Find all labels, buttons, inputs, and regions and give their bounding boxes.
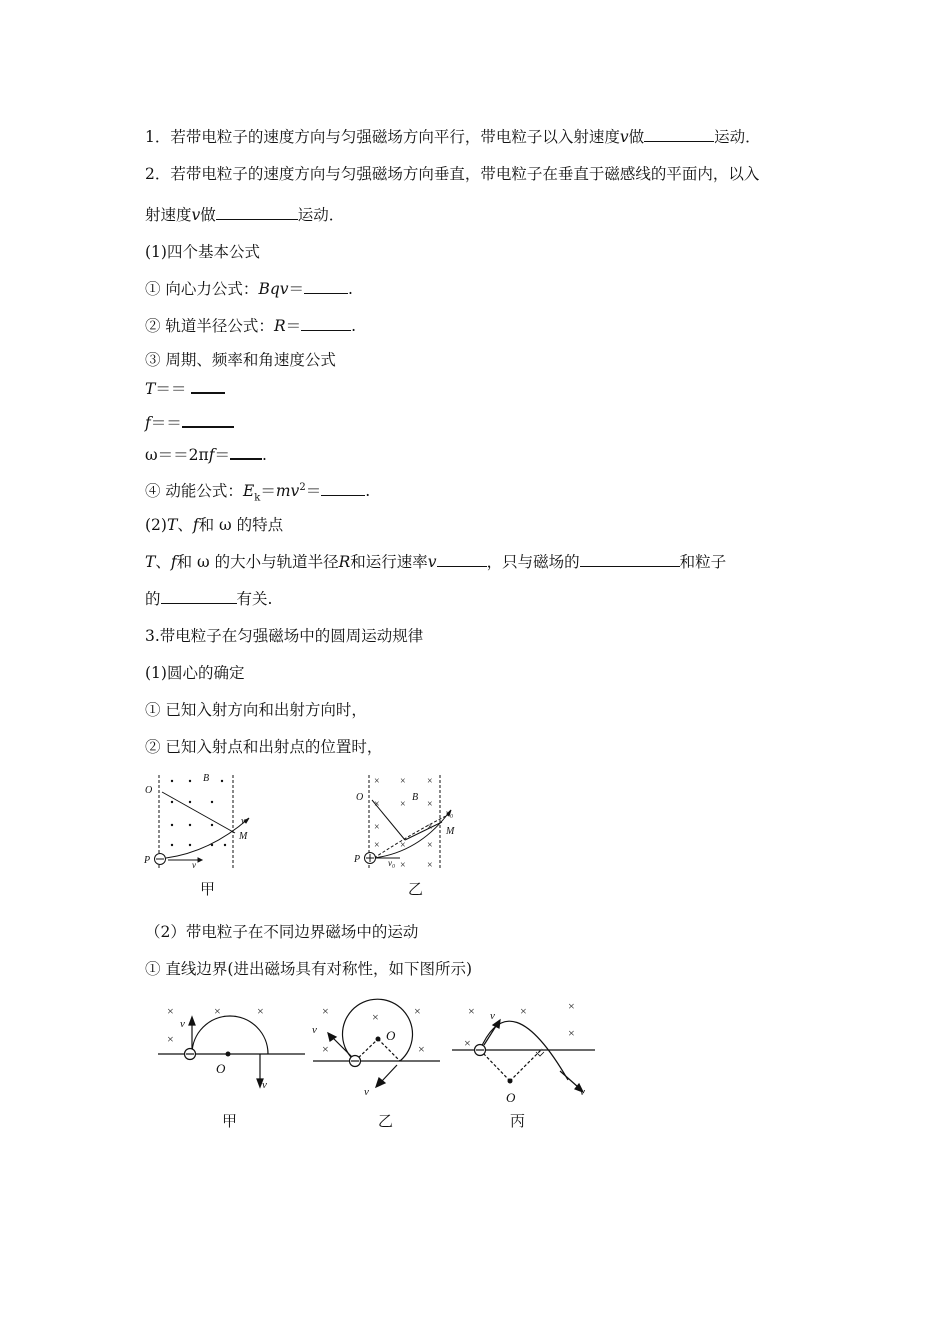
q2-number: 2．	[145, 165, 171, 183]
formula-f	[145, 412, 234, 433]
svg-text:×: ×	[427, 799, 433, 810]
section-2-text-line-2	[145, 589, 272, 609]
svg-text:×: ×	[257, 1004, 264, 1018]
svg-text:×: ×	[374, 776, 380, 787]
fig2-a-center	[226, 1052, 231, 1057]
fig2-b-v-in: v	[312, 1024, 317, 1036]
s2-title-a: (2)	[145, 516, 167, 534]
formula-2-lead: ② 轨道半径公式：	[145, 317, 274, 335]
formula-T-symbol: T	[145, 380, 156, 398]
fig1-left-caption: 甲	[200, 880, 216, 898]
svg-text:×: ×	[427, 776, 433, 787]
formula-omega-lead: ω＝＝2π	[145, 446, 209, 464]
q2-text-c: 做	[200, 206, 216, 224]
fig1-right-v0: v₀	[446, 808, 454, 818]
fig2-a-v-out: v	[262, 1079, 267, 1091]
figure-1-left-diagram	[140, 770, 260, 900]
formula-4-eq2: ＝	[305, 482, 322, 501]
fig2-c-center	[508, 1079, 513, 1084]
formula-kinetic	[145, 478, 370, 508]
s2-line-v: v	[427, 553, 437, 571]
s2-title-sep: 、	[177, 516, 193, 534]
s2-line-a: 和 ω 的大小与轨道半径	[176, 553, 339, 571]
svg-text:×: ×	[214, 1004, 221, 1018]
fig2-a-O: O	[216, 1061, 226, 1076]
fig2-b-O: O	[386, 1028, 396, 1043]
q1-blank[interactable]	[644, 127, 714, 142]
formula-2-r: R	[273, 317, 286, 335]
s2-title-f: f	[192, 516, 199, 534]
q2-text-a: 若带电粒子的速度方向与匀强磁场方向垂直，带电粒子在垂直于磁感线的平面内，以入	[170, 165, 760, 183]
svg-text:×: ×	[374, 822, 380, 833]
fig1-right-P: P	[354, 854, 361, 865]
s2-line-sep: 、	[155, 553, 171, 571]
fig2-c-v-in: v	[490, 1010, 495, 1022]
fig2-caption-1: 甲	[222, 1112, 238, 1130]
fig2-b-v-out: v	[364, 1086, 369, 1098]
q2-blank[interactable]	[216, 205, 298, 220]
section-3-item-b: ② 已知入射点和出射点的位置时，	[145, 738, 383, 756]
fig2-c-O: O	[506, 1090, 516, 1105]
svg-text:×: ×	[427, 840, 433, 851]
formula-omega	[145, 444, 267, 465]
question-2-line-1	[145, 164, 759, 184]
fig1-left-O: O	[145, 785, 153, 796]
formula-4-lead: ④ 动能公式：	[145, 482, 243, 501]
svg-text:×: ×	[427, 822, 433, 833]
svg-text:×: ×	[167, 1004, 174, 1018]
s2-line-d: 和粒子	[679, 553, 727, 571]
fig2-caption-2: 乙	[378, 1112, 394, 1130]
formula-4-sup: 2	[299, 482, 306, 493]
svg-text:×: ×	[568, 1026, 575, 1040]
formula-4-blank[interactable]	[321, 481, 365, 496]
s2-line-T: T	[145, 553, 156, 571]
figure-1-right-diagram	[350, 770, 480, 900]
formula-4-eq1: ＝	[260, 482, 276, 501]
svg-text:×: ×	[468, 1004, 475, 1018]
s2-title-T: T	[166, 516, 178, 534]
formula-1-bqv: Bqv	[258, 280, 289, 298]
formula-1-end: .	[348, 280, 353, 298]
svg-text:×: ×	[374, 799, 380, 810]
fig1-right-M: M	[446, 826, 455, 837]
section-4-title: （2）带电粒子在不同边界磁场中的运动	[145, 923, 419, 941]
svg-text:×: ×	[427, 860, 433, 871]
svg-text:×: ×	[400, 860, 406, 871]
field-boundaries	[155, 775, 250, 868]
s2-line-f: f	[170, 553, 177, 571]
s2-title-b: 和 ω 的特点	[198, 516, 284, 534]
svg-text:×: ×	[372, 1010, 379, 1024]
section-1-title: (1)四个基本公式	[145, 243, 260, 261]
q1-text-b: 做	[628, 128, 645, 146]
q2-text-b: 射速度	[145, 206, 192, 224]
formula-T-blank[interactable]	[191, 378, 225, 394]
s2-line-R: R	[338, 553, 351, 571]
svg-text:×: ×	[418, 1042, 425, 1056]
formula-T-eq: ＝＝	[155, 380, 187, 398]
svg-text:×: ×	[374, 840, 380, 851]
fig1-left-P: P	[144, 855, 151, 866]
svg-text:×: ×	[322, 1042, 329, 1056]
formula-1-lead: ① 向心力公式：	[145, 280, 259, 298]
svg-text:×: ×	[520, 1004, 527, 1018]
svg-text:×: ×	[322, 1004, 329, 1018]
fig1-left-B: B	[203, 773, 210, 784]
formula-2-end: .	[351, 317, 357, 335]
formula-f-eq: ＝＝	[150, 414, 182, 432]
formula-4-E: E	[242, 482, 255, 501]
s2-blank-1[interactable]	[437, 552, 487, 567]
q1-text-c: 运动．	[714, 128, 761, 146]
question-1	[145, 127, 761, 147]
fig2-c-v-out: v	[580, 1086, 585, 1098]
formula-T	[145, 378, 225, 399]
formula-4-mv: mv	[275, 482, 300, 501]
fig1-right-B: B	[412, 792, 419, 803]
section-3-title: 3.带电粒子在匀强磁场中的圆周运动规律	[145, 627, 424, 645]
formula-radius	[145, 316, 356, 336]
fig1-right-caption: 乙	[408, 880, 424, 898]
s2-line-c: ，只与磁场的	[486, 553, 580, 571]
svg-text:×: ×	[414, 1004, 421, 1018]
formula-centripetal	[145, 279, 353, 299]
s2-blank-2[interactable]	[580, 552, 680, 567]
fig1-left-M: M	[239, 831, 248, 842]
fig2-c-crosses	[464, 999, 575, 1050]
formula-4-sub: k	[254, 492, 261, 504]
fig1-right-v0-bottom: v₀	[388, 858, 396, 868]
section-2-text-line-1	[145, 552, 726, 572]
formula-omega-blank[interactable]	[230, 444, 262, 460]
formula-1-blank[interactable]	[304, 279, 348, 294]
section-3-item-a: ① 已知入射方向和出射方向时，	[145, 701, 367, 719]
formula-period-title: ③ 周期、频率和角速度公式	[145, 351, 336, 369]
formula-f-blank[interactable]	[182, 412, 234, 428]
formula-4-end: .	[365, 482, 371, 501]
section-2-title	[145, 515, 283, 535]
svg-text:×: ×	[400, 799, 406, 810]
s2-line2-b: 有关.	[236, 590, 273, 608]
fig2-caption-3: 丙	[510, 1112, 526, 1130]
fig2-a-v-in: v	[180, 1018, 185, 1030]
svg-text:×: ×	[400, 776, 406, 787]
q1-v: v	[619, 128, 629, 146]
fig1-left-v: v	[241, 816, 246, 827]
svg-text:×: ×	[167, 1032, 174, 1046]
formula-2-blank[interactable]	[301, 316, 351, 331]
formula-1-eq: ＝	[288, 280, 305, 298]
fig1-right-O: O	[356, 792, 364, 803]
figure-2-boundary-diagrams	[150, 995, 610, 1135]
question-2-line-2	[145, 205, 344, 225]
q1-number: 1．	[145, 128, 171, 146]
section-3-subtitle: (1)圆心的确定	[145, 664, 245, 682]
svg-text:×: ×	[400, 840, 406, 851]
fig1-left-v-bottom: v	[192, 860, 196, 870]
svg-text:×: ×	[464, 1036, 471, 1050]
s2-line2-a: 的	[145, 590, 161, 608]
q2-v: v	[191, 206, 201, 224]
fig2-b-center	[376, 1037, 381, 1042]
s2-line-b: 和运行速率	[350, 553, 428, 571]
q2-text-d: 运动．	[297, 206, 345, 224]
formula-2-eq: ＝	[285, 317, 302, 335]
formula-omega-eq: ＝	[214, 446, 230, 464]
s2-blank-3[interactable]	[161, 589, 237, 604]
formula-f-symbol: f	[145, 414, 151, 432]
q1-text-a: 若带电粒子的速度方向与匀强磁场方向平行，带电粒子以入射速度	[170, 128, 620, 146]
svg-text:×: ×	[568, 999, 575, 1013]
section-4-item-a: ① 直线边界(进出磁场具有对称性，如下图所示)	[145, 960, 473, 978]
formula-omega-f: f	[208, 446, 215, 464]
formula-omega-end: .	[261, 446, 267, 464]
